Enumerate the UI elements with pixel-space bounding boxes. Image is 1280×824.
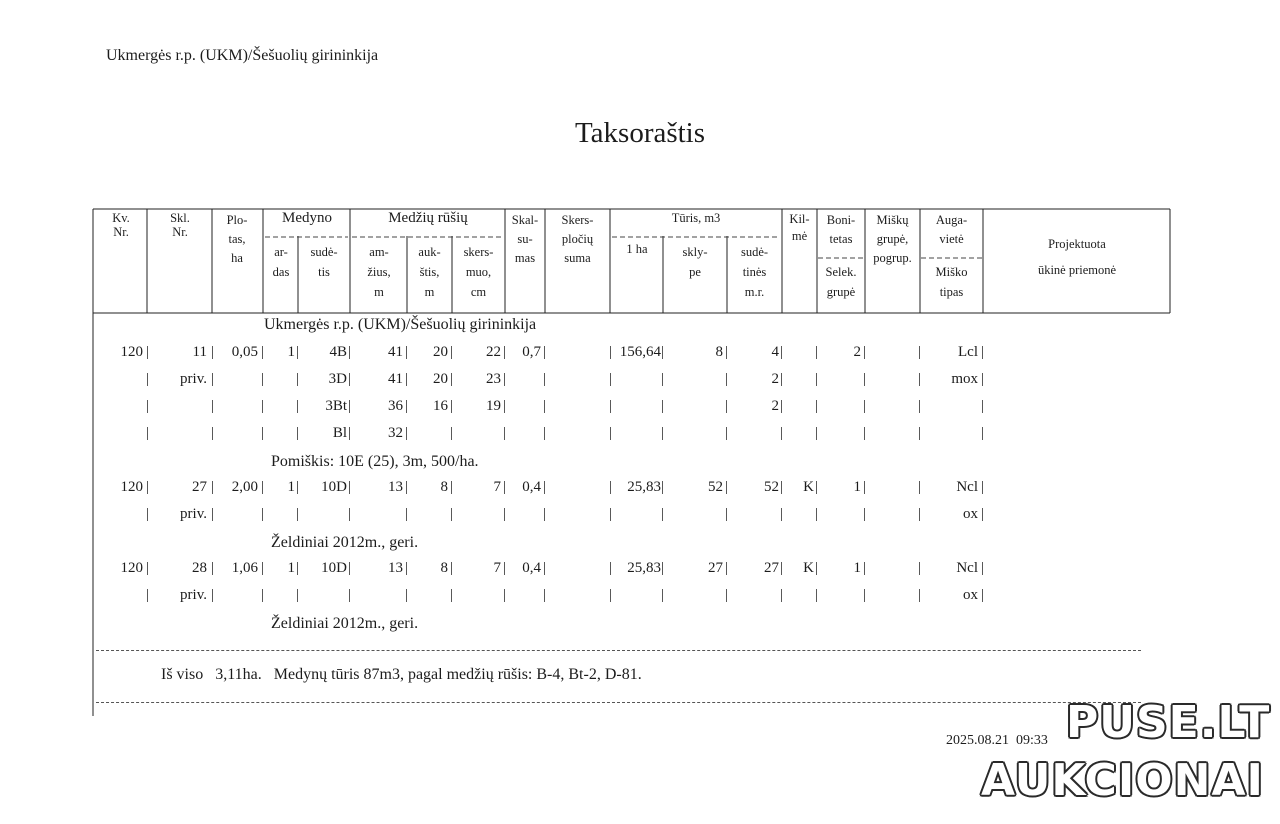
- cell-bon: 1: [853, 560, 861, 576]
- col-augaviete-header: Auga- vietė: [935, 213, 968, 246]
- watermark-line-1: PUSE.LT: [1066, 697, 1271, 748]
- cell-divider: |: [543, 425, 547, 441]
- cell-ardas: 1: [287, 344, 295, 360]
- col-misku-header: Miškų grupė, pogrup.: [873, 213, 912, 265]
- cell-divider: |: [405, 506, 409, 522]
- cell-skl: priv.: [180, 587, 207, 603]
- cell-divider: |: [405, 560, 409, 576]
- cell-divider: |: [780, 560, 784, 576]
- cell-divider: |: [405, 371, 409, 387]
- cell-divider: |: [661, 398, 665, 414]
- cell-divider: |: [661, 344, 665, 360]
- summary-separator-top: [96, 650, 1141, 651]
- watermark-line-2: AUKCIONAI: [981, 755, 1264, 806]
- cell-divider: |: [981, 425, 985, 441]
- cell-divider: |: [146, 398, 150, 414]
- cell-divider: |: [296, 560, 300, 576]
- cell-divider: |: [863, 344, 867, 360]
- col-kv-header: Kv. Nr.: [112, 211, 130, 239]
- cell-sud_t: 2: [771, 371, 779, 387]
- cell-divider: |: [211, 560, 215, 576]
- summary-text: Iš viso 3,11ha. Medynų tūris 87m3, pagal medžių rūšis: B-4, Bt-2, D-81.: [161, 666, 642, 683]
- cell-divider: |: [918, 425, 922, 441]
- col-ardas-header: ar- das: [272, 245, 290, 279]
- cell-plotas: 1,06: [231, 560, 258, 576]
- cell-divider: |: [863, 479, 867, 495]
- col-medyno-header: Medyno: [282, 210, 332, 226]
- cell-skl: 11: [192, 344, 207, 360]
- cell-skl_t: 27: [708, 560, 723, 576]
- cell-kv: 120: [120, 344, 143, 360]
- cell-divider: |: [146, 560, 150, 576]
- cell-divider: |: [543, 371, 547, 387]
- cell-divider: |: [296, 425, 300, 441]
- cell-skl_t: 8: [715, 344, 723, 360]
- cell-divider: |: [348, 587, 352, 603]
- cell-divider: |: [981, 506, 985, 522]
- cell-divider: |: [815, 506, 819, 522]
- cell-divider: |: [261, 506, 265, 522]
- cell-divider: |: [261, 560, 265, 576]
- col-sklype-header: skly- pe: [682, 245, 708, 279]
- cell-sk: 23: [486, 371, 501, 387]
- col-skalsumas-header: Skal- su- mas: [511, 213, 539, 265]
- cell-divider: |: [405, 479, 409, 495]
- cell-divider: |: [261, 344, 265, 360]
- cell-divider: |: [863, 506, 867, 522]
- cell-sud_t: 4: [771, 344, 779, 360]
- cell-divider: |: [981, 371, 985, 387]
- cell-divider: |: [725, 371, 729, 387]
- cell-skal: 0,4: [522, 560, 541, 576]
- cell-divider: |: [661, 587, 665, 603]
- cell-divider: |: [405, 425, 409, 441]
- cell-divider: |: [503, 587, 507, 603]
- cell-skl_t: 52: [708, 479, 723, 495]
- page-title: Taksoraštis: [574, 117, 706, 149]
- cell-divider: |: [863, 371, 867, 387]
- cell-amz: 41: [388, 344, 403, 360]
- cell-aug: mox: [951, 371, 978, 387]
- cell-divider: |: [450, 587, 454, 603]
- cell-amz: 36: [388, 398, 403, 414]
- col-aukstis-header: auk- štis, m: [418, 245, 441, 299]
- cell-divider: |: [543, 479, 547, 495]
- cell-kv: 120: [120, 560, 143, 576]
- cell-sud: 3Bt: [325, 398, 347, 414]
- cell-divider: |: [211, 506, 215, 522]
- cell-divider: |: [450, 344, 454, 360]
- cell-divider: |: [211, 479, 215, 495]
- col-amzius-header: am- žius, m: [367, 245, 391, 299]
- cell-divider: |: [296, 398, 300, 414]
- cell-sud_t: 52: [764, 479, 779, 495]
- cell-amz: 41: [388, 371, 403, 387]
- cell-divider: |: [981, 587, 985, 603]
- col-misko-tipas-header: Miško tipas: [935, 265, 968, 299]
- cell-aug: Ncl: [956, 479, 978, 495]
- cell-divider: |: [503, 425, 507, 441]
- cell-divider: |: [981, 398, 985, 414]
- row-note: Želdiniai 2012m., geri.: [271, 615, 419, 632]
- cell-divider: |: [661, 425, 665, 441]
- cell-divider: |: [503, 560, 507, 576]
- cell-bon: 2: [853, 344, 861, 360]
- section-title: Ukmergės r.p. (UKM)/Šešuolių girininkija: [264, 316, 537, 333]
- cell-divider: |: [725, 344, 729, 360]
- cell-plotas: 0,05: [231, 344, 258, 360]
- cell-divider: |: [918, 587, 922, 603]
- col-skerspl-header: Skers- pločių suma: [561, 213, 594, 265]
- cell-divider: |: [725, 560, 729, 576]
- cell-skl: 27: [192, 479, 207, 495]
- cell-divider: |: [261, 425, 265, 441]
- row-note: Pomiškis: 10E (25), 3m, 500/ha.: [271, 453, 479, 470]
- cell-divider: |: [661, 371, 665, 387]
- cell-divider: |: [450, 479, 454, 495]
- cell-divider: |: [296, 344, 300, 360]
- cell-divider: |: [780, 398, 784, 414]
- cell-divider: |: [405, 587, 409, 603]
- cell-divider: |: [348, 560, 352, 576]
- cell-divider: |: [725, 479, 729, 495]
- cell-divider: |: [503, 344, 507, 360]
- cell-divider: |: [348, 479, 352, 495]
- col-plotas-header: Plo- tas, ha: [226, 213, 248, 265]
- cell-divider: |: [918, 560, 922, 576]
- cell-divider: |: [543, 560, 547, 576]
- cell-divider: |: [146, 371, 150, 387]
- cell-kil: K: [803, 560, 814, 576]
- cell-divider: |: [609, 425, 613, 441]
- cell-divider: |: [503, 479, 507, 495]
- cell-divider: |: [211, 371, 215, 387]
- cell-divider: |: [146, 425, 150, 441]
- cell-divider: |: [348, 425, 352, 441]
- cell-divider: |: [780, 479, 784, 495]
- cell-divider: |: [543, 398, 547, 414]
- cell-divider: |: [609, 479, 613, 495]
- cell-sk: 7: [493, 560, 501, 576]
- cell-aug: Ncl: [956, 560, 978, 576]
- cell-divider: |: [261, 371, 265, 387]
- cell-divider: |: [661, 560, 665, 576]
- col-skersmuo-header: skers- muo, cm: [463, 245, 494, 299]
- cell-aug: ox: [963, 587, 978, 603]
- cell-skl: priv.: [180, 506, 207, 522]
- cell-sud: 10D: [321, 479, 347, 495]
- page-header: Ukmergės r.p. (UKM)/Šešuolių girininkija: [106, 47, 379, 64]
- cell-divider: |: [296, 506, 300, 522]
- cell-divider: |: [211, 398, 215, 414]
- cell-divider: |: [918, 479, 922, 495]
- cell-skal: 0,7: [522, 344, 541, 360]
- cell-divider: |: [405, 344, 409, 360]
- cell-auk: 20: [433, 344, 448, 360]
- cell-divider: |: [661, 506, 665, 522]
- col-sudetines-header: sudė- tinės m.r.: [740, 245, 769, 299]
- cell-divider: |: [725, 398, 729, 414]
- cell-divider: |: [450, 398, 454, 414]
- cell-bon: 1: [853, 479, 861, 495]
- cell-divider: |: [981, 344, 985, 360]
- cell-divider: |: [543, 344, 547, 360]
- cell-divider: |: [146, 344, 150, 360]
- cell-sud_t: 27: [764, 560, 779, 576]
- cell-iha: 25,83: [627, 479, 661, 495]
- cell-divider: |: [296, 479, 300, 495]
- cell-divider: |: [815, 587, 819, 603]
- cell-divider: |: [609, 344, 613, 360]
- col-turis-header: Tūris, m3: [671, 211, 721, 225]
- cell-divider: |: [863, 398, 867, 414]
- cell-auk: 8: [440, 479, 448, 495]
- cell-sud: Bl: [332, 425, 347, 441]
- cell-divider: |: [261, 398, 265, 414]
- cell-divider: |: [780, 587, 784, 603]
- cell-divider: |: [146, 587, 150, 603]
- col-bonitetas-header: Boni- tetas: [826, 213, 856, 246]
- timestamp: 2025.08.21 09:33: [946, 733, 1048, 748]
- cell-kil: K: [803, 479, 814, 495]
- cell-amz: 32: [388, 425, 403, 441]
- cell-divider: |: [450, 506, 454, 522]
- cell-divider: |: [725, 506, 729, 522]
- cell-divider: |: [725, 425, 729, 441]
- cell-divider: |: [815, 425, 819, 441]
- cell-sud: 4B: [329, 344, 347, 360]
- cell-divider: |: [348, 506, 352, 522]
- cell-divider: |: [661, 479, 665, 495]
- col-selek-header: Selek. grupė: [825, 265, 857, 299]
- cell-divider: |: [146, 506, 150, 522]
- summary-separator-bottom: [96, 702, 1141, 703]
- cell-kv: 120: [120, 479, 143, 495]
- col-kilme-header: Kil- mė: [789, 212, 810, 243]
- cell-divider: |: [296, 587, 300, 603]
- cell-ardas: 1: [287, 479, 295, 495]
- row-note: Želdiniai 2012m., geri.: [271, 534, 419, 551]
- cell-divider: |: [780, 371, 784, 387]
- cell-divider: |: [815, 371, 819, 387]
- col-medziu-header: Medžių rūšių: [388, 210, 468, 226]
- cell-sud: 3D: [328, 371, 347, 387]
- cell-divider: |: [780, 425, 784, 441]
- cell-iha: 25,83: [627, 560, 661, 576]
- cell-sk: 7: [493, 479, 501, 495]
- cell-divider: |: [348, 344, 352, 360]
- cell-divider: |: [609, 398, 613, 414]
- cell-divider: |: [918, 344, 922, 360]
- cell-divider: |: [211, 344, 215, 360]
- cell-sud_t: 2: [771, 398, 779, 414]
- cell-auk: 20: [433, 371, 448, 387]
- cell-divider: |: [261, 479, 265, 495]
- cell-divider: |: [503, 371, 507, 387]
- cell-amz: 13: [388, 560, 403, 576]
- cell-divider: |: [863, 587, 867, 603]
- cell-iha: 156,64: [619, 344, 661, 360]
- cell-divider: |: [503, 506, 507, 522]
- cell-ardas: 1: [287, 560, 295, 576]
- cell-amz: 13: [388, 479, 403, 495]
- cell-skl: 28: [192, 560, 207, 576]
- cell-divider: |: [348, 398, 352, 414]
- cell-divider: |: [815, 479, 819, 495]
- cell-divider: |: [918, 371, 922, 387]
- cell-divider: |: [863, 425, 867, 441]
- cell-plotas: 2,00: [231, 479, 258, 495]
- cell-skl: priv.: [180, 371, 207, 387]
- cell-divider: |: [815, 344, 819, 360]
- cell-auk: 16: [433, 398, 448, 414]
- cell-divider: |: [503, 398, 507, 414]
- cell-divider: |: [405, 398, 409, 414]
- cell-divider: |: [261, 587, 265, 603]
- cell-divider: |: [609, 560, 613, 576]
- cell-divider: |: [450, 371, 454, 387]
- cell-divider: |: [543, 506, 547, 522]
- cell-divider: |: [609, 506, 613, 522]
- col-projektuota-header: Projektuota ūkinė priemonė: [1037, 237, 1117, 277]
- cell-divider: |: [609, 587, 613, 603]
- cell-divider: |: [450, 560, 454, 576]
- cell-divider: |: [450, 425, 454, 441]
- cell-divider: |: [609, 371, 613, 387]
- cell-divider: |: [981, 560, 985, 576]
- cell-divider: |: [918, 398, 922, 414]
- cell-divider: |: [918, 506, 922, 522]
- cell-sud: 10D: [321, 560, 347, 576]
- cell-divider: |: [296, 371, 300, 387]
- col-sudetis-header: sudė- tis: [310, 245, 338, 279]
- cell-divider: |: [780, 344, 784, 360]
- cell-divider: |: [211, 425, 215, 441]
- cell-divider: |: [863, 560, 867, 576]
- cell-aug: Lcl: [958, 344, 978, 360]
- cell-sk: 19: [486, 398, 501, 414]
- cell-divider: |: [815, 398, 819, 414]
- cell-divider: |: [543, 587, 547, 603]
- cell-auk: 8: [440, 560, 448, 576]
- cell-sk: 22: [486, 344, 501, 360]
- cell-divider: |: [815, 560, 819, 576]
- col-iha-header: 1 ha: [626, 242, 648, 256]
- cell-divider: |: [211, 587, 215, 603]
- cell-divider: |: [348, 371, 352, 387]
- cell-divider: |: [780, 506, 784, 522]
- cell-aug: ox: [963, 506, 978, 522]
- cell-divider: |: [981, 479, 985, 495]
- cell-divider: |: [725, 587, 729, 603]
- col-skl-header: Skl. Nr.: [170, 211, 190, 239]
- cell-divider: |: [146, 479, 150, 495]
- cell-skal: 0,4: [522, 479, 541, 495]
